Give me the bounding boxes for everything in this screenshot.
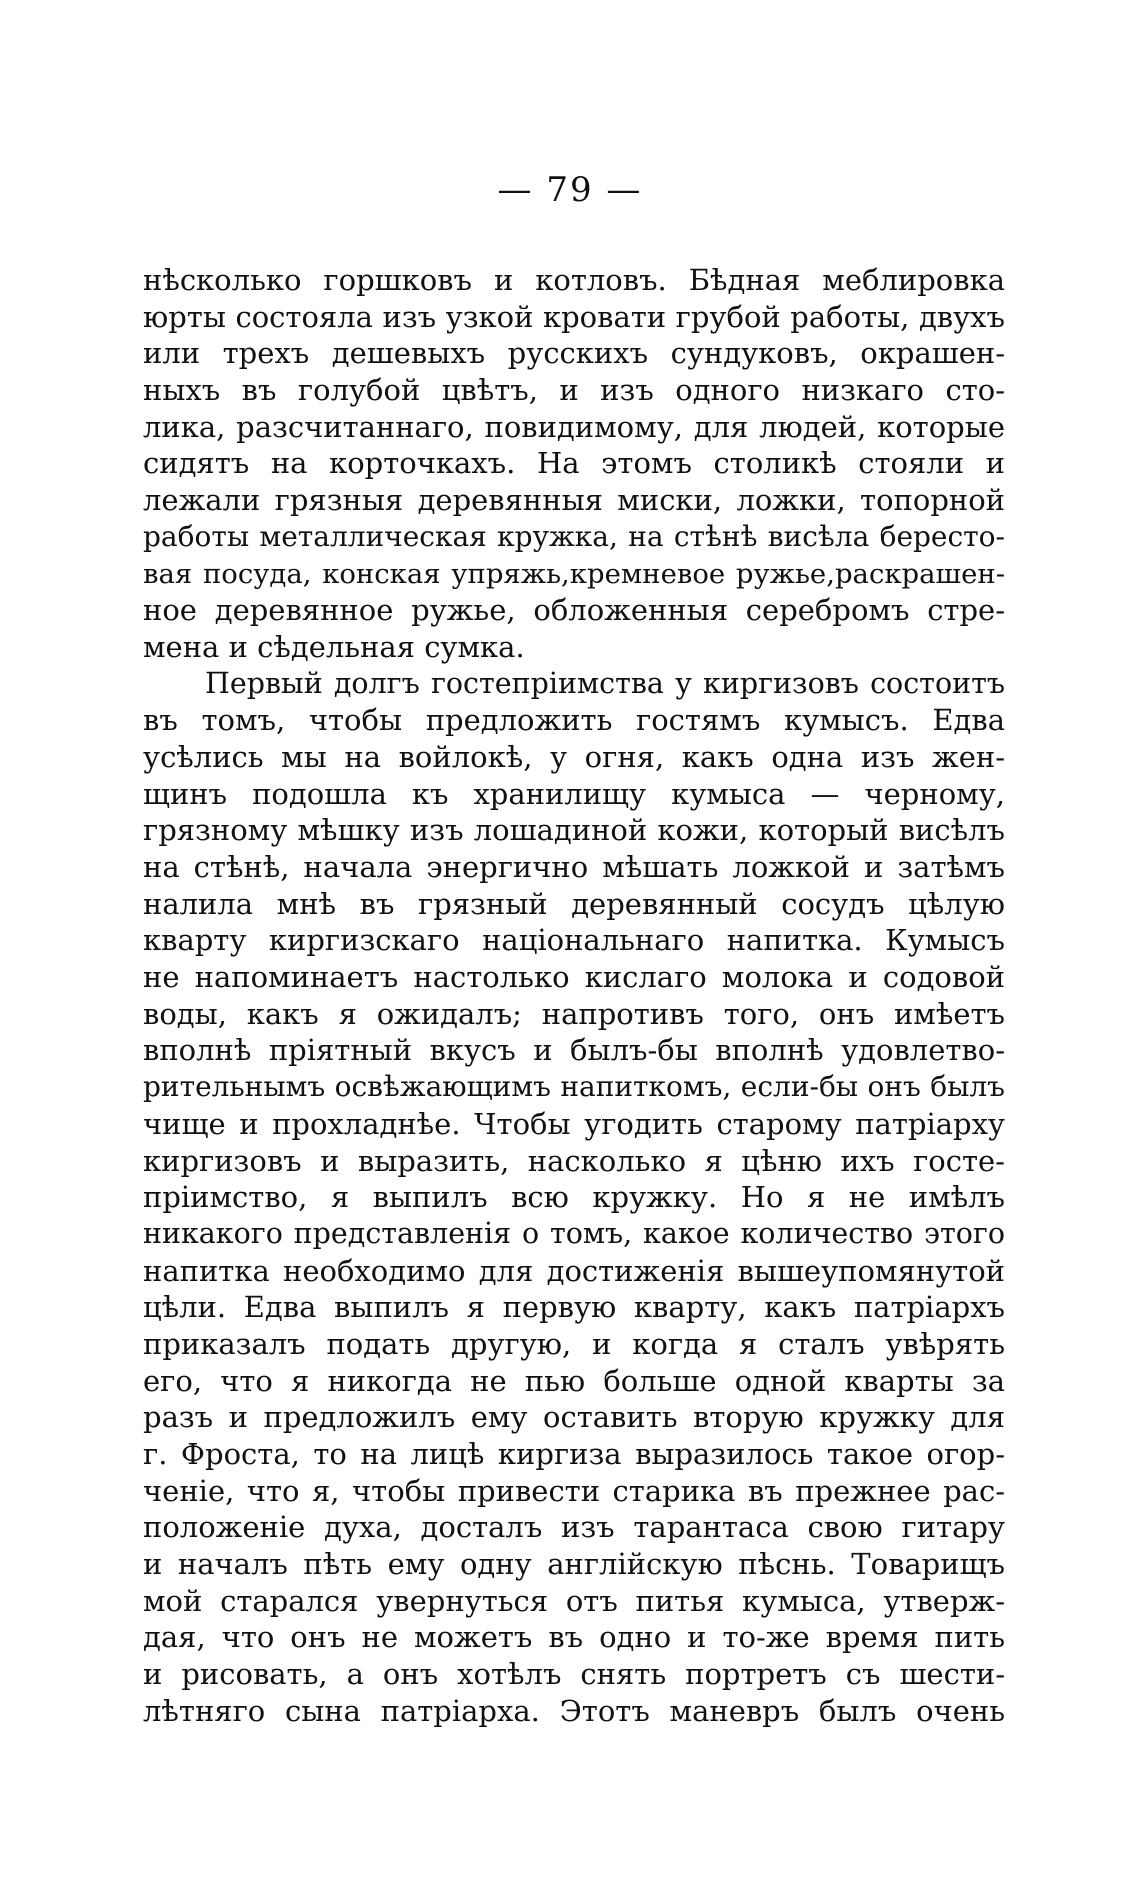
text-line: юрты состояла изъ узкой кровати грубой работы, двухъ	[143, 299, 1005, 334]
text-line: напитка необходимо для достиженія вышеупомянутой	[143, 1253, 1005, 1288]
text-line: усѣлись мы на войлокѣ, у огня, какъ одна изъ жен-	[143, 739, 1005, 774]
paragraph-1	[143, 262, 1005, 666]
text-line: не напоминаетъ настолько кислаго молока и содовой	[143, 960, 1005, 995]
text-line: или трехъ дешевыхъ русскихъ сундуковъ, окрашен-	[143, 336, 1005, 371]
text-line: вполнѣ пріятный вкусъ и былъ-бы вполнѣ удовлетво-	[143, 1033, 1005, 1068]
text-line: киргизовъ и выразить, насколько я цѣню ихъ госте-	[143, 1143, 1005, 1178]
text-line: его, что я никогда не пью больше одной кварты за	[143, 1363, 1005, 1398]
text-line: ное деревянное ружье, обложенныя серебромъ стре-	[143, 593, 1005, 628]
text-line: щинъ подошла къ хранилищу кумыса — черному,	[143, 776, 1005, 811]
text-line: на стѣнѣ, начала энергично мѣшать ложкой и затѣмъ	[143, 850, 1005, 884]
text-line: и началъ пѣть ему одну англійскую пѣснь. Товарищъ	[143, 1547, 1005, 1582]
page-number: — 79 —	[497, 170, 643, 210]
text-line: въ томъ, чтобы предложить гостямъ кумысъ. Едва	[143, 703, 1005, 738]
text-line: и рисовать, а онъ хотѣлъ снять портретъ съ шести-	[143, 1657, 1005, 1692]
text-line: положеніе духа, досталъ изъ тарантаса свою гитару	[143, 1510, 1005, 1545]
text-line: сидятъ на корточкахъ. На этомъ столикѣ стояли и	[143, 446, 1005, 481]
text-line: чище и прохладнѣе. Чтобы угодить старому патріарху	[143, 1106, 1005, 1141]
text-line: ныхъ въ голубой цвѣтъ, и изъ одного низкаго сто-	[143, 373, 1005, 408]
text-line: ченіе, что я, чтобы привести старика въ прежнее рас-	[143, 1473, 1005, 1508]
text-line: кварту киргизскаго національнаго напитка. Кумысъ	[143, 923, 1005, 958]
body-text	[143, 262, 1005, 1730]
text-line: разъ и предложилъ ему оставить вторую кружку для	[143, 1400, 1005, 1435]
text-line: цѣли. Едва выпилъ я первую кварту, какъ патріархъ	[143, 1290, 1005, 1325]
text-line: пріимство, я выпилъ всю кружку. Но я не имѣлъ	[143, 1180, 1005, 1215]
text-line: приказалъ подать другую, и когда я сталъ увѣрять	[143, 1326, 1005, 1361]
text-line: мена и сѣдельная сумка.	[143, 629, 525, 664]
text-line: нѣсколько горшковъ и котловъ. Бѣдная меблировка	[143, 263, 1005, 297]
text-line: г. Фроста, то на лицѣ киргиза выразилось такое огор-	[143, 1437, 1005, 1471]
text-line: налила мнѣ въ грязный деревянный сосудъ цѣлую	[143, 886, 1005, 921]
text-line: мой старался увернуться отъ питья кумыса, утверж-	[143, 1583, 1005, 1618]
text-line: грязному мѣшку изъ лошадиной кожи, который висѣлъ	[143, 813, 1005, 848]
text-line: дая, что онъ не можетъ въ одно и то-же время пить	[143, 1620, 1005, 1655]
text-line: лика, разсчитаннаго, повидимому, для людей, которые	[143, 409, 1005, 444]
text-line: вая посуда, конская упряжь,кремневое ружье,раскрашен-	[143, 557, 1005, 590]
text-line: лѣтняго сына патріарха. Этотъ маневръ былъ очень	[143, 1693, 1005, 1728]
text-line: лежали грязныя деревянныя миски, ложки, топорной	[143, 483, 1005, 518]
text-line: Первый долгъ гостепріимства у киргизовъ состоитъ	[205, 666, 1005, 700]
paragraph-2	[143, 666, 1005, 1730]
text-line: никакого представленія о томъ, какое количество этого	[143, 1216, 1005, 1250]
text-line: воды, какъ я ожидалъ; напротивъ того, онъ имѣетъ	[143, 996, 1005, 1031]
text-line: работы металлическая кружка, на стѣнѣ висѣла бересто-	[143, 519, 1005, 553]
text-line: рительнымъ освѣжающимъ напиткомъ, если-бы онъ былъ	[143, 1070, 1005, 1104]
